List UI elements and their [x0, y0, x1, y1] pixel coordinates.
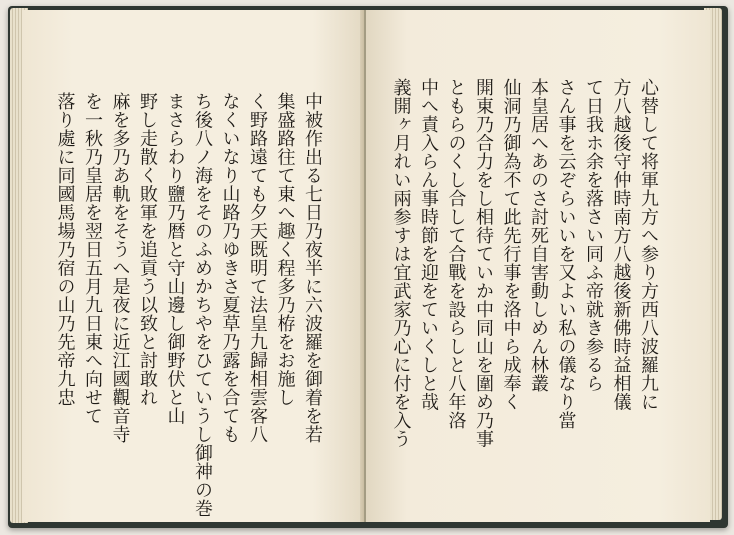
text-column: ち後八ノ海をそのふめかちやをひていうし御神の巻 — [192, 92, 213, 518]
text-column: 野し走散く敗軍を追貢う以致と討敢れ — [137, 92, 158, 407]
right-page — [366, 10, 710, 522]
text-column: 中被作出る七日乃夜半に六波羅を御着を若 — [302, 92, 323, 444]
text-column: 心替して将軍九方へ参り方西八波羅九に — [638, 78, 659, 411]
text-column: 開東乃合力をし相待ていか中同山を圍め乃事 — [473, 78, 494, 448]
text-column: 仙洞乃御為不て此先行事を洛中ら成奉く — [500, 78, 522, 411]
text-column: なくいなり山路乃ゆきさ夏草乃露を合ても — [219, 92, 241, 444]
text-column: ともらのくし合して合戰を設らしと八年洛 — [445, 78, 467, 430]
text-column: て日我ホ余を落さい同ふ帝就き参るら — [583, 78, 604, 393]
text-column: 中へ責入らん事時節を迎をていくしと哉 — [418, 78, 439, 411]
text-column: さん事を云ぞらいいを又よい私の儀なり當 — [555, 78, 577, 430]
text-column: く野路遠ても夕天既明て法皇九歸相雲客八 — [247, 92, 268, 444]
right-page-text — [387, 78, 662, 518]
text-column: まさらわり鹽乃暦と守山邊し御野伏と山 — [164, 92, 186, 425]
text-column: 落り處に同國馬場乃宿の山乃先帝九忠 — [54, 92, 76, 407]
text-column: 集盛路往て東へ趣く程多乃栫をお施し — [274, 92, 296, 407]
text-column: を一秋乃皇居を翌日五月九日東へ向せて — [82, 92, 103, 425]
left-page — [22, 10, 364, 522]
text-column: 義開ヶ月れい兩参すは宜武家乃心に付を入う — [390, 78, 412, 448]
text-column: 麻を多乃あ軌をそうへ是夜に近江國觀音寺 — [109, 92, 131, 444]
text-column: 本皇居へあのさ討死自害動しめん林叢 — [528, 78, 549, 393]
left-page-text — [51, 92, 326, 518]
text-column: 方八越後守仲時南方八越後新佛時益相儀 — [610, 78, 632, 411]
